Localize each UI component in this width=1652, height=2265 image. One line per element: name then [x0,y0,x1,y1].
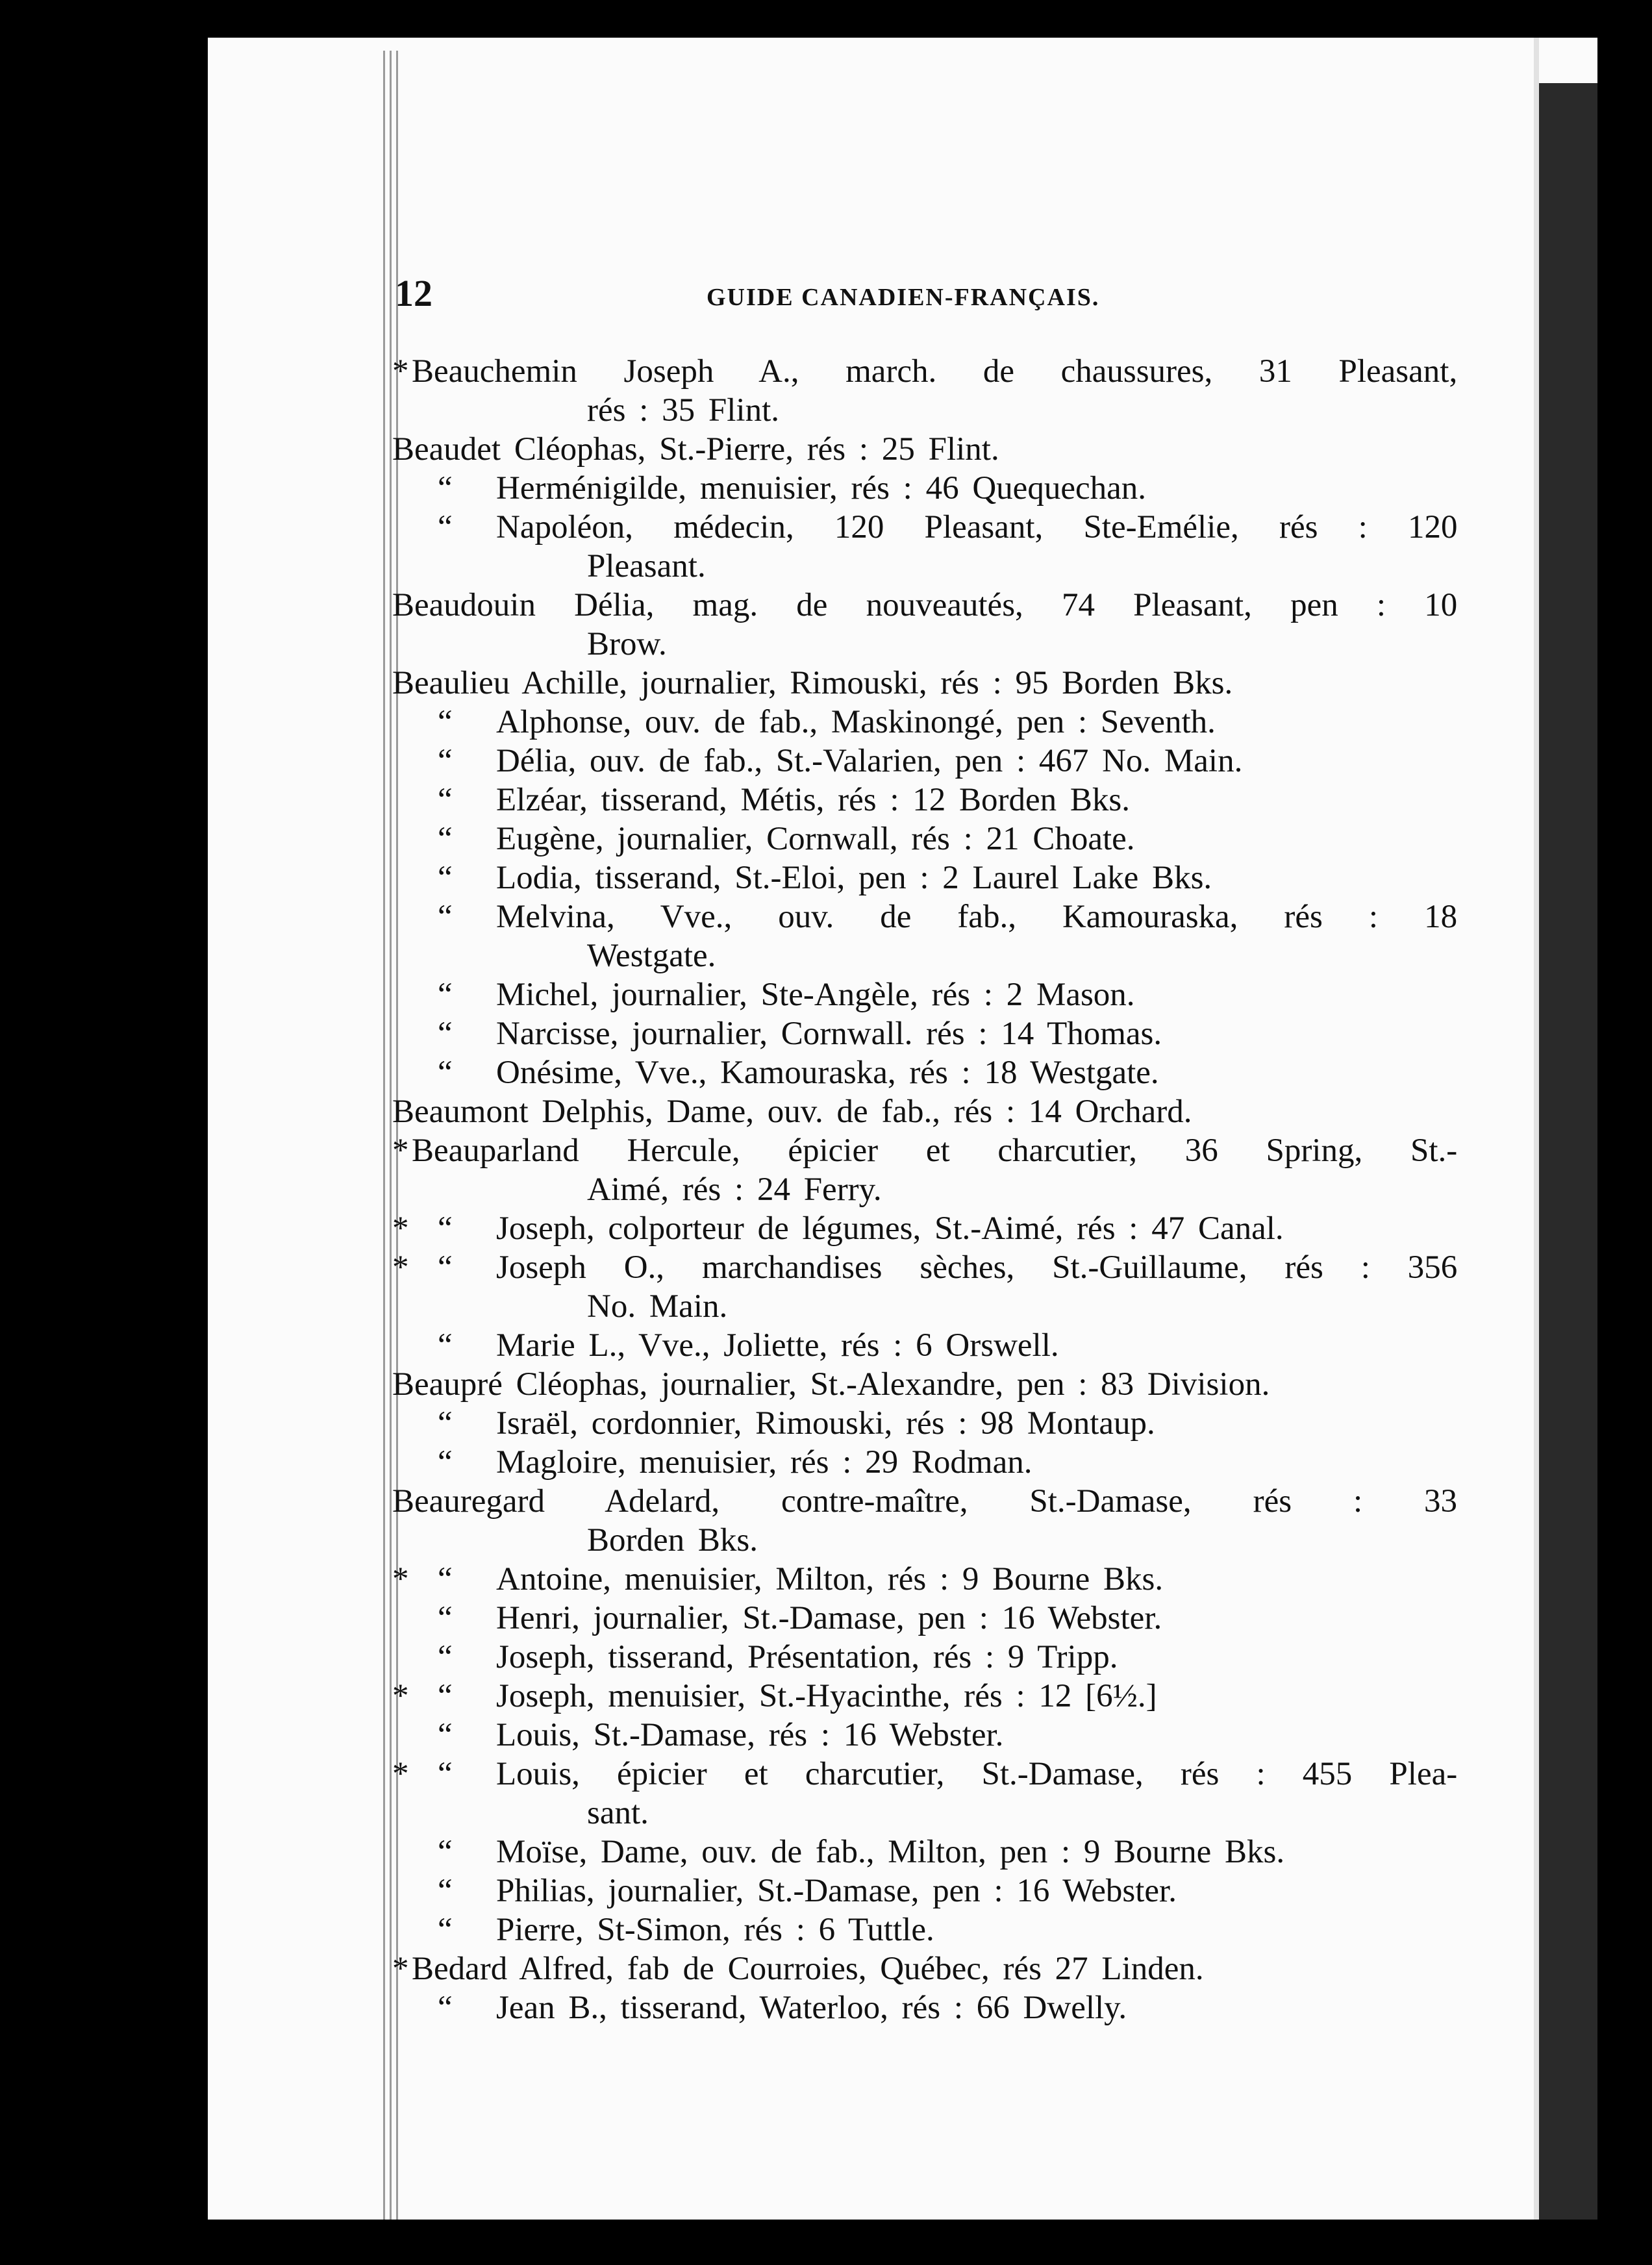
directory-entry [392,1326,1457,1365]
ditto-mark: “ [438,1210,453,1247]
page-header [395,266,1200,325]
ditto-mark: “ [438,821,453,857]
directory-entry [392,1755,1457,1833]
ditto-mark: “ [438,1600,453,1636]
asterisk-mark: * [392,1249,409,1286]
entry-text: Joseph, tisserand, Présentation, rés : 9 Tripp. [496,1639,1118,1675]
directory-entry [392,703,1457,742]
ditto-mark: “ [438,704,453,740]
entry-text: Joseph, colporteur de légumes, St.-Aimé, rés : 47 Canal. [496,1210,1284,1247]
entry-text: Joseph O., marchandises sèches, St.-Guillaume, rés : 356 [496,1249,1458,1286]
ditto-mark: “ [438,509,453,545]
ditto-mark: “ [438,1249,453,1286]
entry-text: Henri, journalier, St.-Damase, pen : 16 Webster. [496,1600,1162,1636]
directory-entry [392,1131,1457,1209]
entry-text: Louis, St.-Damase, rés : 16 Webster. [496,1717,1004,1753]
entry-text: Beaumont Delphis, Dame, ouv. de fab., rés : 14 Orchard. [392,1094,1192,1130]
ditto-mark: “ [438,860,453,896]
ditto-mark: “ [438,1990,453,2026]
entry-text: Beauchemin Joseph A., march. de chaussures, 31 Pleasant, [412,353,1458,390]
directory-entry [392,664,1457,703]
directory-entry [392,781,1457,820]
directory-entry [392,1833,1457,1871]
entry-text: Pierre, St-Simon, rés : 6 Tuttle. [496,1912,934,1948]
directory-entry [392,820,1457,858]
ditto-mark: “ [438,1678,453,1714]
directory-entry [392,1560,1457,1599]
directory-entry [392,1988,1457,2027]
asterisk-mark: * [392,1756,409,1792]
entry-text: Jean B., tisserand, Waterloo, rés : 66 Dwelly. [496,1990,1127,2026]
entry-text: Beaudet Cléophas, St.-Pierre, rés : 25 Flint. [392,431,999,468]
entry-text: Beauregard Adelard, contre-maître, St.-Damase, rés : 33 [392,1483,1458,1520]
directory-entry [392,1871,1457,1910]
asterisk-mark: * [392,1132,409,1169]
ditto-mark: “ [438,1561,453,1597]
ditto-mark: “ [438,1055,453,1091]
entry-continuation: rés : 35 Flint. [587,392,780,429]
entry-text: Moïse, Dame, ouv. de fab., Milton, pen : 9 Bourne Bks. [496,1834,1285,1870]
entry-text: Eugène, journalier, Cornwall, rés : 21 Choate. [496,821,1135,857]
entry-text: Onésime, Vve., Kamouraska, rés : 18 Westgate. [496,1055,1159,1091]
asterisk-mark: * [392,1951,409,1987]
directory-entry [392,352,1457,430]
entry-text: Elzéar, tisserand, Métis, rés : 12 Borden Bks. [496,782,1131,818]
ditto-mark: “ [438,899,453,935]
ditto-mark: “ [438,1717,453,1753]
directory-entry [392,1910,1457,1949]
ditto-mark: “ [438,1912,453,1948]
ditto-mark: “ [438,782,453,818]
entry-text: Beauparland Hercule, épicier et charcutier, 36 Spring, St.- [412,1132,1458,1169]
ditto-mark: “ [438,1756,453,1792]
directory-entry [392,1404,1457,1443]
ditto-mark: “ [438,1873,453,1909]
ditto-mark: “ [438,1405,453,1442]
asterisk-mark: * [392,1210,409,1247]
entry-continuation: Aimé, rés : 24 Ferry. [587,1171,882,1208]
entry-text: Lodia, tisserand, St.-Eloi, pen : 2 Laurel Lake Bks. [496,860,1212,896]
book-spine-shadow [1539,83,1597,2220]
entry-text: Michel, journalier, Ste-Angèle, rés : 2 Mason. [496,977,1135,1013]
directory-entry [392,858,1457,897]
entry-text: Délia, ouv. de fab., St.-Valarien, pen : 467 No. Main. [496,743,1243,779]
directory-entry [392,586,1457,664]
running-title: GUIDE CANADIEN-FRANÇAIS. [707,284,1100,311]
entry-continuation: Pleasant. [587,548,706,584]
entry-text: Alphonse, ouv. de fab., Maskinongé, pen : Seventh. [496,704,1216,740]
directory-entry [392,1092,1457,1131]
entry-continuation: No. Main. [587,1288,728,1325]
entry-text: Louis, épicier et charcutier, St.-Damase, rés : 455 Plea- [496,1756,1458,1792]
entry-text: Philias, journalier, St.-Damase, pen : 16 Webster. [496,1873,1177,1909]
entry-continuation: sant. [587,1795,649,1831]
directory-entry [392,430,1457,469]
entry-text: Joseph, menuisier, St.-Hyacinthe, rés : 12 [6½.] [496,1678,1157,1714]
entry-continuation: Brow. [587,626,667,662]
entry-text: Beaulieu Achille, journalier, Rimouski, rés : 95 Borden Bks. [392,665,1233,701]
entry-text: Israël, cordonnier, Rimouski, rés : 98 Montaup. [496,1405,1155,1442]
directory-entry [392,1949,1457,1988]
ditto-mark: “ [438,470,453,507]
entry-text: Narcisse, journalier, Cornwall. rés : 14 Thomas. [496,1016,1162,1052]
entry-text: Herménigilde, menuisier, rés : 46 Quequechan. [496,470,1146,507]
directory-entry [392,897,1457,975]
directory-entry [392,1716,1457,1755]
directory-entry [392,508,1457,586]
ditto-mark: “ [438,977,453,1013]
entry-text: Magloire, menuisier, rés : 29 Rodman. [496,1444,1032,1481]
directory-entry [392,975,1457,1014]
directory-entry [392,1053,1457,1092]
directory-entry [392,1482,1457,1560]
ditto-mark: “ [438,1834,453,1870]
entry-text: Bedard Alfred, fab de Courroies, Québec, rés 27 Linden. [412,1951,1204,1987]
asterisk-mark: * [392,1678,409,1714]
directory-entry [392,469,1457,508]
entry-text: Beaupré Cléophas, journalier, St.-Alexandre, pen : 83 Division. [392,1366,1270,1403]
directory-entry [392,1443,1457,1482]
ditto-mark: “ [438,743,453,779]
ditto-mark: “ [438,1016,453,1052]
directory-entry [392,1677,1457,1716]
directory-entry [392,1365,1457,1404]
asterisk-mark: * [392,353,409,390]
directory-entry [392,1599,1457,1638]
page-number: 12 [395,272,432,314]
entry-text: Beaudouin Délia, mag. de nouveautés, 74 Pleasant, pen : 10 [392,587,1458,623]
directory-entry [392,742,1457,781]
ditto-mark: “ [438,1444,453,1481]
directory-entry [392,1638,1457,1677]
entry-text: Antoine, menuisier, Milton, rés : 9 Bourne Bks. [496,1561,1164,1597]
entry-continuation: Borden Bks. [587,1522,758,1558]
asterisk-mark: * [392,1561,409,1597]
directory-entry [392,1014,1457,1053]
entry-text: Melvina, Vve., ouv. de fab., Kamouraska, rés : 18 [496,899,1458,935]
directory-entry [392,1248,1457,1326]
directory-entries [392,352,1457,2027]
entry-continuation: Westgate. [587,938,716,974]
ditto-mark: “ [438,1639,453,1675]
directory-entry [392,1209,1457,1248]
entry-text: Napoléon, médecin, 120 Pleasant, Ste-Emélie, rés : 120 [496,509,1458,545]
page-gutter [1534,38,1539,2220]
ditto-mark: “ [438,1327,453,1364]
entry-text: Marie L., Vve., Joliette, rés : 6 Orswell. [496,1327,1059,1364]
